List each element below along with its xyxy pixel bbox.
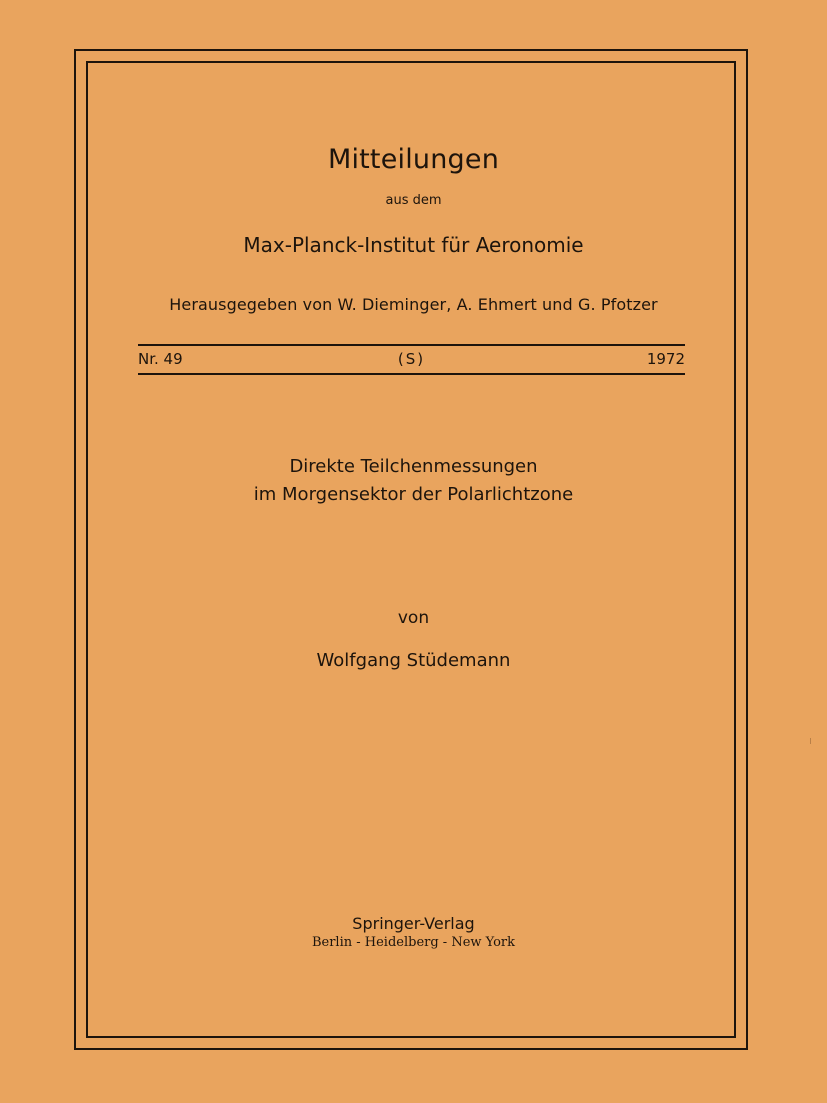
work-title-line-2: im Morgensektor der Polarlichtzone [253, 484, 574, 505]
issue-year: 1972 [646, 350, 685, 368]
issue-series-marker: (S) [397, 350, 426, 368]
series-title: Mitteilungen [327, 144, 500, 175]
issue-info-row [138, 350, 685, 372]
editors-line: Herausgegeben von W. Dieminger, A. Ehmert und G. Pfotzer [169, 295, 658, 314]
scan-edge-mark [810, 738, 811, 744]
issue-rule-top [138, 344, 685, 346]
publisher-name: Springer-Verlag [352, 914, 475, 933]
issue-number: Nr. 49 [138, 350, 183, 368]
issue-rule-bottom [138, 373, 685, 375]
publisher-places: Berlin - Heidelberg - New York [311, 935, 516, 950]
author-preposition: von [397, 608, 430, 628]
institute-name: Max-Planck-Institut für Aeronomie [243, 233, 584, 257]
work-title-line-1: Direkte Teilchenmessungen [289, 456, 538, 477]
author-name: Wolfgang Stüdemann [316, 650, 511, 671]
series-connector-text: aus dem [385, 193, 442, 208]
